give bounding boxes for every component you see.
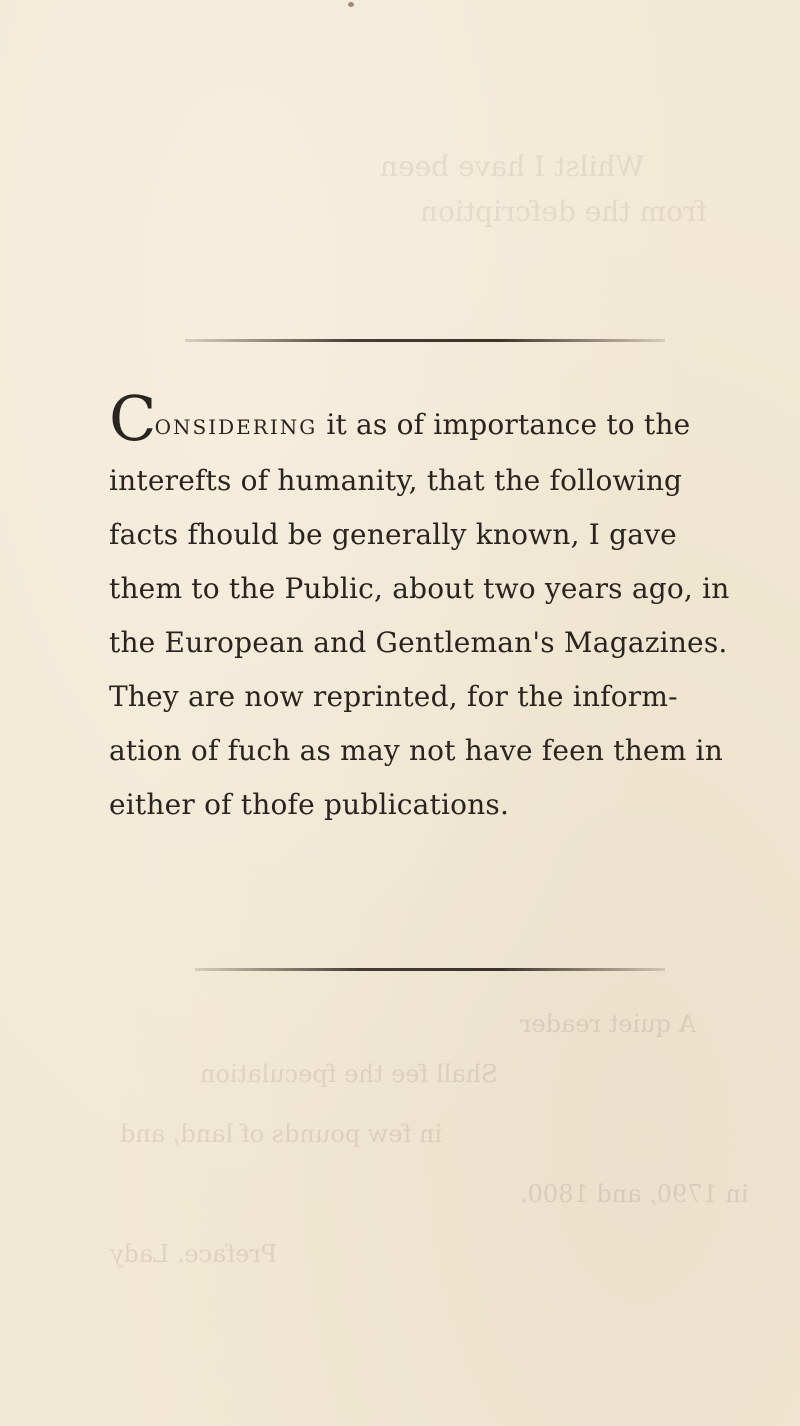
line-1-text: it as of importance to the [317,408,691,441]
bottom-rule [195,968,665,971]
lead-small-caps: ONSIDERING [154,415,318,439]
ink-speck [348,2,354,7]
paragraph-line-6: They are now reprinted, for the inform- [109,680,678,713]
paragraph-line-1 [109,382,691,455]
drop-cap: C [109,382,157,455]
show-through-text: Whilst I have been [380,150,645,183]
body-paragraph [109,382,730,832]
paragraph-line-3: facts fhould be generally known, I gave [109,518,677,551]
show-through-text: from the defcription [420,195,707,228]
paragraph-line-8: either of thofe publications. [109,788,510,821]
show-through-text: A quiet reader [520,1010,696,1038]
paragraph-line-4: them to the Public, about two years ago, in [109,572,730,605]
paragraph-line-7: ation of fuch as may not have feen them in [109,734,723,767]
show-through-text: Shall fee the fpeculation [200,1060,498,1088]
show-through-text: Preface. Lady [110,1240,278,1268]
show-through-text: in 1790, and 1800. [520,1180,749,1208]
show-through-text: in few pounds of land, and [120,1120,443,1148]
top-rule [185,339,665,342]
paragraph-line-5: the European and Gentleman's Magazines. [109,626,728,659]
paragraph-line-2: interefts of humanity, that the following [109,464,683,497]
